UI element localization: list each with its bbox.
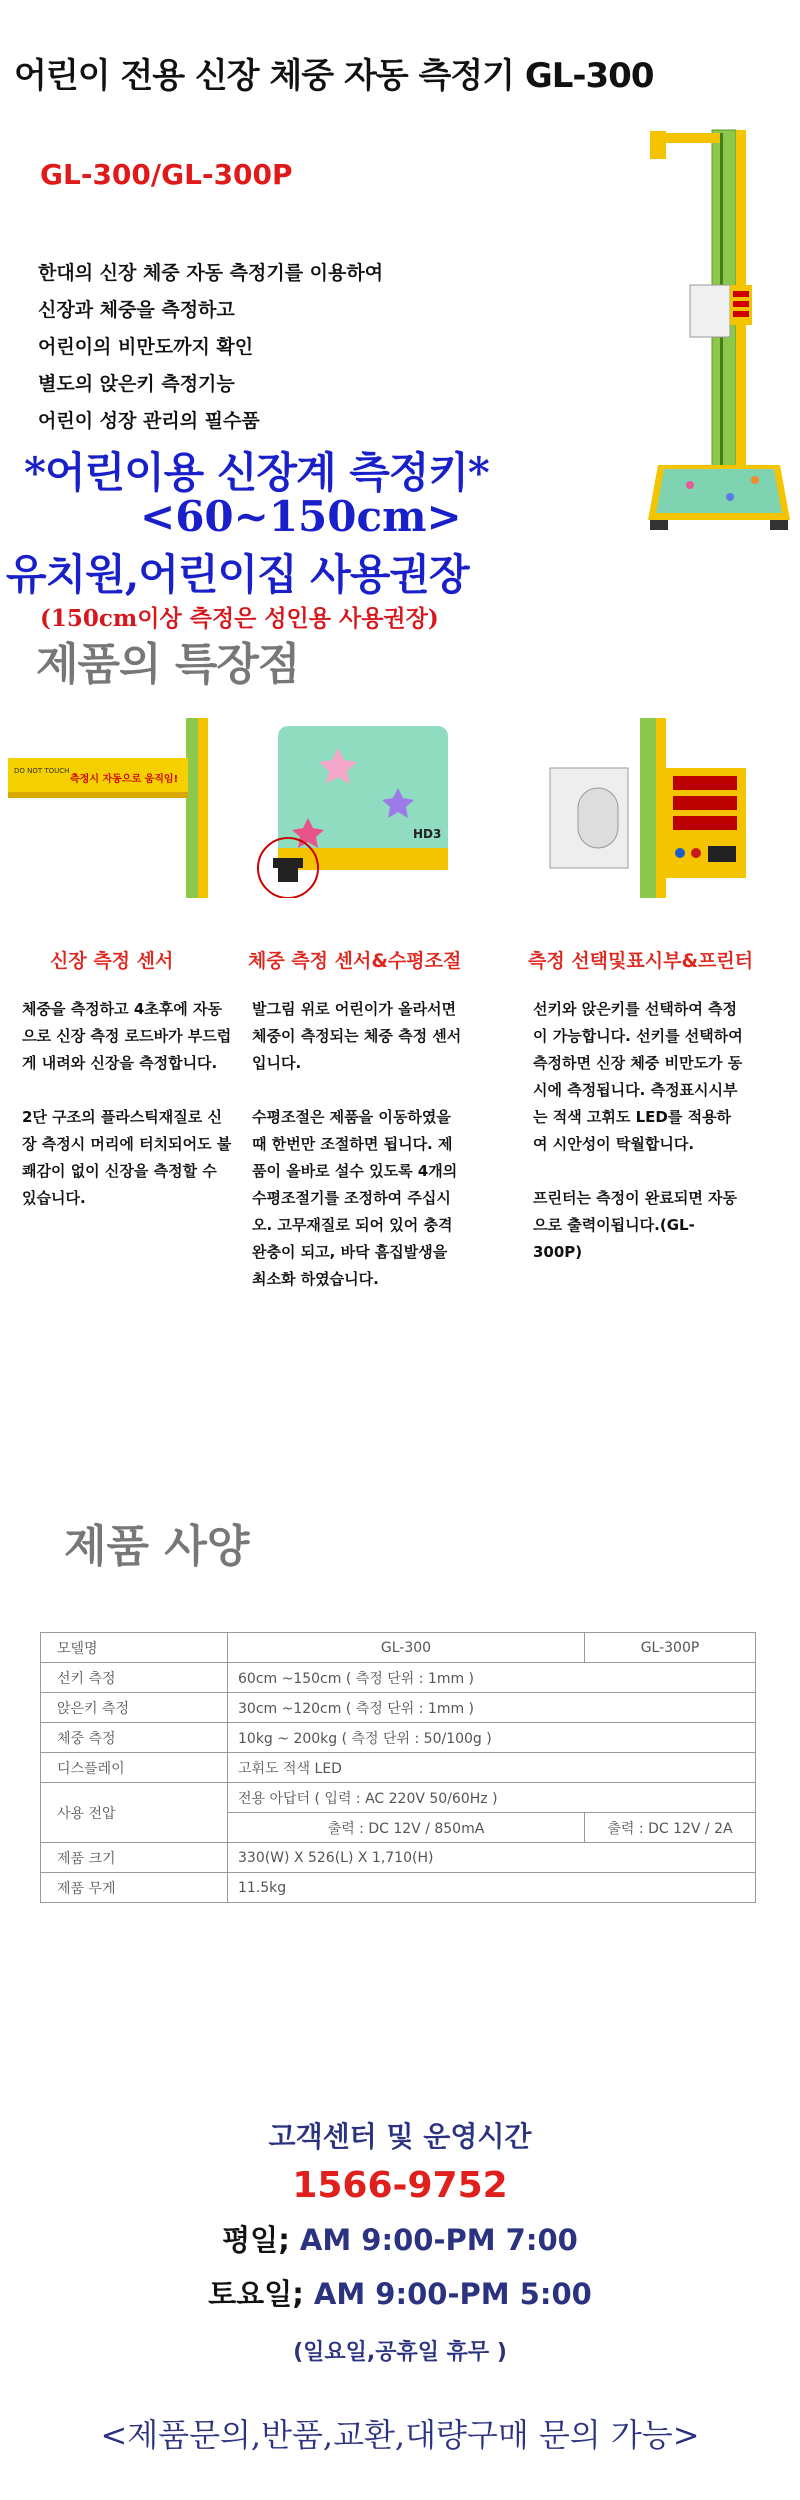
feature-title-weight-sensor: 체중 측정 센서&수평조절 xyxy=(248,950,462,972)
page-title: 어린이 전용 신장 체중 자동 측정기 GL-300 xyxy=(14,56,654,96)
sticker-text: 측정시 자동으로 움직임! xyxy=(70,774,179,785)
table-row xyxy=(41,1843,756,1873)
holiday-note: (일요일,공휴일 휴무 ) xyxy=(293,2340,507,2365)
height-sensor-image xyxy=(8,718,208,898)
spec-table xyxy=(40,1632,756,1903)
intro-line: 어린이의 비만도까지 확인 xyxy=(38,336,254,358)
feature-text-height-sensor xyxy=(22,996,232,1239)
model-tag: GL-300/GL-300P xyxy=(40,158,293,191)
intro-text xyxy=(38,255,383,440)
spec-label: 제품 크기 xyxy=(41,1843,228,1873)
weekday-hours-value: AM 9:00-PM 7:00 xyxy=(289,2223,578,2257)
spec-value: 10kg ~ 200kg ( 측정 단위 : 50/100g ) xyxy=(228,1723,756,1753)
spec-value: 60cm ~150cm ( 측정 단위 : 1mm ) xyxy=(228,1663,756,1693)
table-row xyxy=(41,1663,756,1693)
intro-line: 신장과 체중을 측정하고 xyxy=(38,299,235,321)
saturday-hours-value: AM 9:00-PM 5:00 xyxy=(303,2277,592,2311)
table-row xyxy=(41,1753,756,1783)
spec-value: 출력 : DC 12V / 850mA xyxy=(228,1813,585,1843)
feature-paragraph: 프린터는 측정이 완료되면 자동으로 출력이됩니다.(GL-300P) xyxy=(533,1189,738,1261)
feature-paragraph: 체중을 측정하고 4초후에 자동으로 신장 측정 로드바가 부드럽게 내려와 신장을 측정합니다. xyxy=(22,1000,232,1072)
spec-label: 앉은키 측정 xyxy=(41,1693,228,1723)
customer-center-title: 고객센터 및 운영시간 xyxy=(268,2120,532,2153)
plate-logo-text: HD3 xyxy=(413,827,442,841)
spec-value: 330(W) X 526(L) X 1,710(H) xyxy=(228,1843,756,1873)
kids-banner-recommend: 유치원,어린이집 사용권장 xyxy=(6,550,469,599)
spec-label: 디스플레이 xyxy=(41,1753,228,1783)
spec-label: 사용 전압 xyxy=(41,1783,228,1843)
saturday-hours xyxy=(0,2272,800,2313)
intro-line: 어린이 성장 관리의 필수품 xyxy=(38,410,260,432)
feature-title-height-sensor: 신장 측정 센서 xyxy=(50,950,174,972)
kids-banner-range: <60~150cm> xyxy=(140,492,462,541)
table-row xyxy=(41,1723,756,1753)
table-row xyxy=(41,1633,756,1663)
table-row xyxy=(41,1873,756,1903)
feature-paragraph: 2단 구조의 플라스틱재질로 신장 측정시 머리에 터치되어도 불쾌감이 없이 신장을 측정할 수 있습니다. xyxy=(22,1108,232,1207)
weekday-label: 평일; xyxy=(222,2223,290,2257)
spec-model-b: GL-300P xyxy=(585,1633,756,1663)
weight-plate-image xyxy=(248,718,448,898)
intro-line: 한대의 신장 체중 자동 측정기를 이용하여 xyxy=(38,262,384,284)
kids-banner-note: (150cm이상 측정은 성인용 사용권장) xyxy=(40,605,439,632)
spec-value: 11.5kg xyxy=(228,1873,756,1903)
spec-label: 모델명 xyxy=(41,1633,228,1663)
spec-value: 전용 아답터 ( 입력 : AC 220V 50/60Hz ) xyxy=(228,1783,756,1813)
feature-paragraph: 발그림 위로 어린이가 올라서면 체중이 측정되는 체중 측정 센서 입니다. xyxy=(252,1000,462,1072)
spec-label: 체중 측정 xyxy=(41,1723,228,1753)
feature-text-display-printer xyxy=(533,996,743,1293)
feature-paragraph: 선키와 앉은키를 선택하여 측정이 가능합니다. 선키를 선택하여 측정하면 신장 체중 비만도가 동시에 측정됩니다. 측정표시시부는 적색 고휘도 LED를 적용하여 시안성이 탁월합니다. xyxy=(533,1000,743,1153)
inquiry-note: <제품문의,반품,교환,대량구매 문의 가능> xyxy=(100,2416,700,2454)
spec-label: 제품 무게 xyxy=(41,1873,228,1903)
product-illustration xyxy=(620,125,800,570)
spec-label: 선키 측정 xyxy=(41,1663,228,1693)
table-row xyxy=(41,1693,756,1723)
table-row xyxy=(41,1783,756,1813)
spec-model-a: GL-300 xyxy=(228,1633,585,1663)
feature-paragraph: 수평조절은 제품을 이동하였을 때 한번만 조절하면 됩니다. 제품이 올바로 설수 있도록 4개의 수평조절기를 조정하여 주십시오. 고무재질로 되어 있어 충격 완충이 되고, 바닥 흠집발생을 최소화 하였습니다. xyxy=(252,1108,458,1288)
spec-heading: 제품 사양 xyxy=(64,1521,250,1572)
features-heading: 제품의 특장점 xyxy=(36,639,300,690)
spec-value: 출력 : DC 12V / 2A xyxy=(585,1813,756,1843)
sticker-small-text: DO NOT TOUCH xyxy=(14,767,70,775)
weekday-hours xyxy=(0,2218,800,2259)
display-printer-image xyxy=(548,718,748,898)
spec-value: 30cm ~120cm ( 측정 단위 : 1mm ) xyxy=(228,1693,756,1723)
feature-title-display-printer: 측정 선택및표시부&프린터 xyxy=(528,950,754,972)
feature-text-weight-sensor xyxy=(252,996,462,1320)
kids-banner-line1: *어린이용 신장계 측정키* xyxy=(24,448,489,497)
intro-line: 별도의 앉은키 측정기능 xyxy=(38,373,235,395)
customer-phone[interactable]: 1566-9752 xyxy=(292,2165,508,2206)
saturday-label: 토요일; xyxy=(208,2277,304,2311)
spec-value: 고휘도 적색 LED xyxy=(228,1753,756,1783)
